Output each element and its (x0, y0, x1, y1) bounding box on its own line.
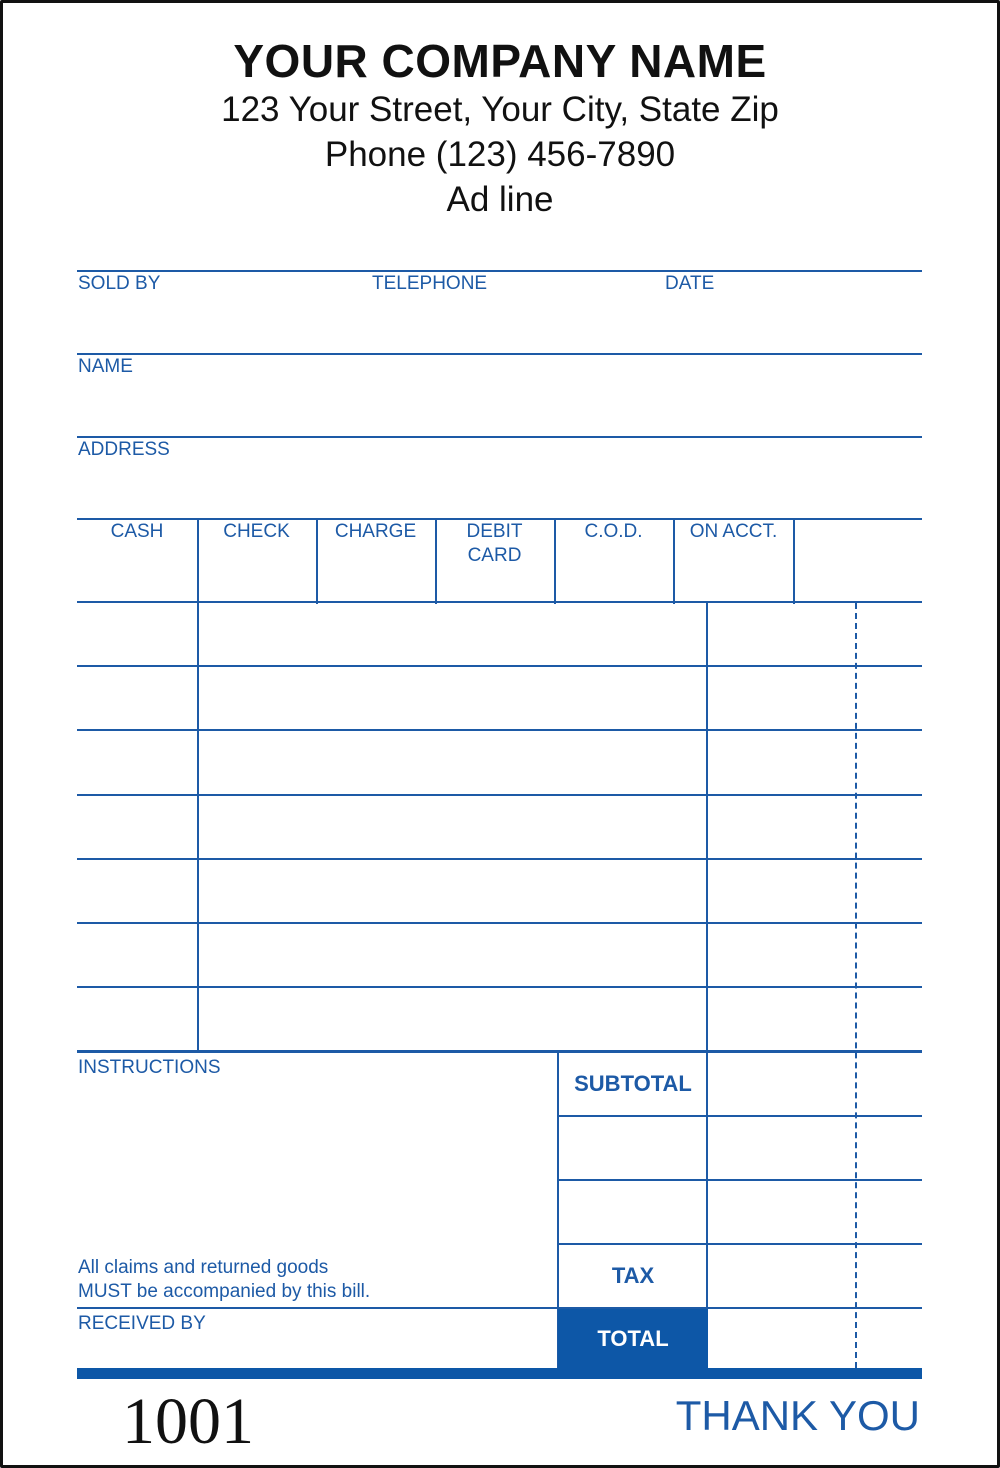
payment-divider (316, 518, 318, 604)
item-row-rule (77, 858, 922, 860)
name-label: NAME (78, 356, 133, 377)
company-adline: Ad line (446, 180, 554, 219)
item-row-rule (77, 665, 922, 667)
address-label: ADDRESS (78, 439, 170, 460)
payment-check: CHECK (223, 521, 290, 542)
claims-line1: All claims and returned goods (78, 1257, 329, 1278)
address-rule (77, 436, 922, 438)
name-rule (77, 353, 922, 355)
sold-by-label: SOLD BY (78, 273, 161, 294)
totals-rule (557, 1115, 922, 1117)
received-by-label: RECEIVED BY (78, 1313, 206, 1334)
date-label: DATE (665, 273, 715, 294)
payment-divider (435, 518, 437, 604)
payment-divider (197, 518, 199, 604)
totals-rule (557, 1243, 922, 1245)
invoice-number: 1001 (122, 1385, 254, 1458)
company-address: 123 Your Street, Your City, State Zip (221, 90, 779, 129)
instructions-label: INSTRUCTIONS (78, 1057, 221, 1078)
sold-by-rule (77, 270, 922, 272)
company-phone: Phone (123) 456-7890 (324, 135, 676, 174)
payment-on-acct: ON ACCT. (689, 521, 778, 542)
qty-column-divider (197, 601, 199, 1052)
tax-label: TAX (611, 1263, 655, 1288)
thank-you-text: THANK YOU (675, 1392, 920, 1439)
payment-divider (793, 518, 795, 604)
payment-cod: C.O.D. (584, 521, 643, 542)
subtotal-label: SUBTOTAL (574, 1071, 692, 1096)
payment-debit-line2: CARD (467, 545, 522, 566)
payment-divider (673, 518, 675, 604)
item-row-rule (77, 986, 922, 988)
payment-cash: CASH (110, 521, 164, 542)
company-name: YOUR COMPANY NAME (233, 35, 767, 87)
bottom-bar (77, 1368, 922, 1379)
telephone-label: TELEPHONE (372, 273, 488, 294)
claims-line2: MUST be accompanied by this bill. (78, 1281, 371, 1302)
item-row-rule (77, 729, 922, 731)
item-row-rule (77, 922, 922, 924)
item-row-rule (77, 794, 922, 796)
items-bottom-rule (77, 1050, 922, 1053)
received-by-rule (77, 1307, 922, 1309)
total-label: TOTAL (558, 1309, 708, 1369)
cents-dashed-divider (855, 603, 857, 1368)
amount-column-divider (706, 601, 708, 1369)
payment-debit-line1: DEBIT (466, 521, 523, 542)
totals-rule (557, 1179, 922, 1181)
items-top-rule (77, 601, 922, 603)
payment-charge: CHARGE (334, 521, 417, 542)
payment-divider (554, 518, 556, 604)
